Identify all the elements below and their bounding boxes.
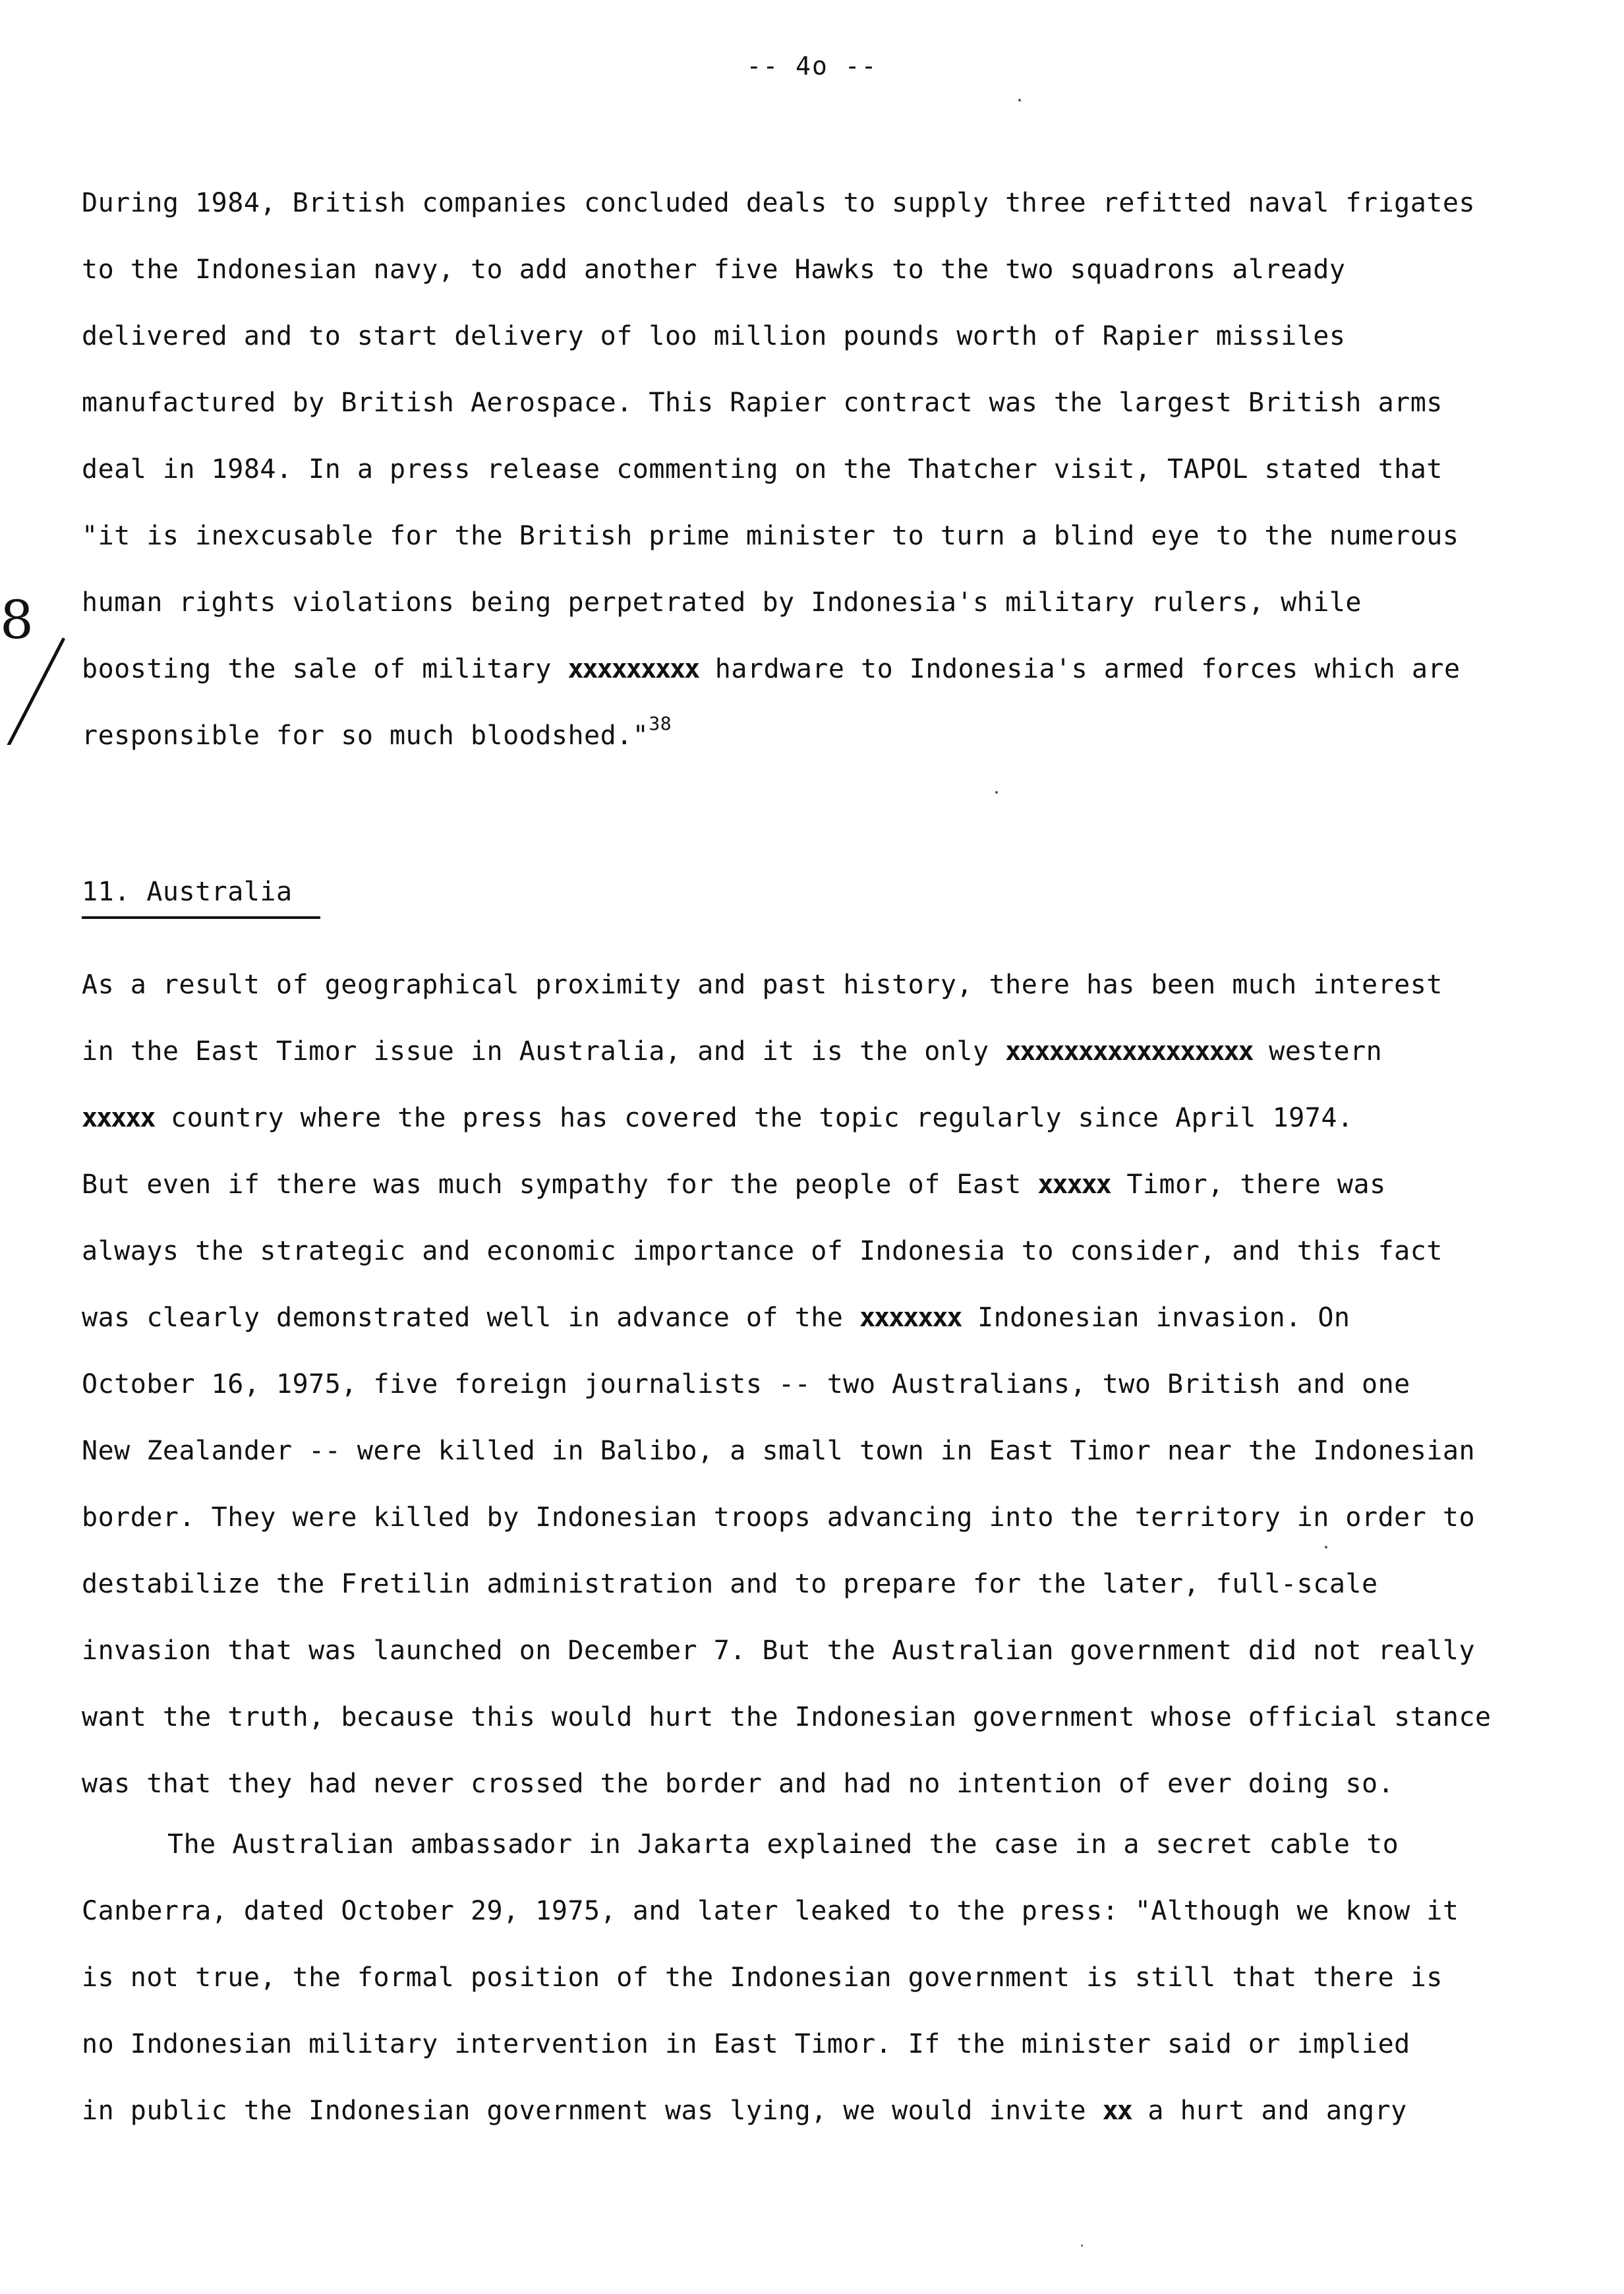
text-line [82, 1152, 1552, 1218]
scan-speck [1018, 99, 1021, 102]
text-line: During 1984, British companies concluded deals to supply three refitted naval frigates [82, 188, 1476, 218]
text-fragment: Timor, there was [1110, 1169, 1386, 1200]
text-line: October 16, 1975, five foreign journalists -- two Australians, two British and one [82, 1369, 1410, 1399]
handwritten-margin-mark [0, 587, 79, 745]
text-fragment: a hurt and angry [1131, 2096, 1407, 2126]
text-fragment: But even if there was much sympathy for the people of East [82, 1169, 1038, 1200]
struck-out-text: xxxxxxxxxxxxxxxxx [1005, 1036, 1253, 1067]
text-line [82, 636, 1552, 703]
text-line: delivered and to start delivery of loo million pounds worth of Rapier missiles [82, 321, 1346, 351]
text-fragment: Indonesian invasion. On [961, 1303, 1350, 1333]
text-fragment: in the East Timor issue in Australia, and it is the only [82, 1036, 1006, 1067]
text-line [82, 1018, 1552, 1085]
text-line: was that they had never crossed the border and had no intention of ever doing so. [82, 1769, 1395, 1799]
text-fragment: western [1252, 1036, 1383, 1067]
text-fragment: boosting the sale of military [82, 654, 568, 684]
text-line: want the truth, because this would hurt the Indonesian government whose official stance [82, 1702, 1492, 1732]
text-line [82, 1085, 1552, 1152]
text-line: New Zealander -- were killed in Balibo, a small town in East Timor near the Indonesian [82, 1436, 1476, 1466]
text-line: manufactured by British Aerospace. This Rapier contract was the largest British arms [82, 388, 1443, 418]
text-line: deal in 1984. In a press release commenting on the Thatcher visit, TAPOL stated that [82, 454, 1443, 485]
struck-out-text: xx [1102, 2096, 1132, 2126]
paragraph-arms-deals [82, 170, 1552, 769]
text-fragment: hardware to Indonesia's armed forces which are [699, 654, 1461, 684]
text-fragment: country where the press has covered the topic regularly since April 1974. [154, 1103, 1354, 1133]
paragraph-australia [82, 952, 1552, 1817]
heading-underline [82, 916, 320, 919]
text-line: "it is inexcusable for the British prime minister to turn a blind eye to the numerous [82, 521, 1459, 551]
text-line: destabilize the Fretilin administration and to prepare for the later, full-scale [82, 1569, 1378, 1599]
struck-out-text: xxxxxxx [859, 1303, 962, 1333]
struck-out-text: xxxxx [1037, 1169, 1111, 1200]
paragraph-ambassador-cable [82, 1811, 1552, 2144]
text-line: As a result of geographical proximity and past history, there has been much interest [82, 970, 1443, 1000]
text-fragment: responsible for so much bloodshed." [82, 721, 649, 751]
text-line: invasion that was launched on December 7. But the Australian government did not really [82, 1635, 1476, 1666]
text-line [82, 703, 1552, 769]
text-line: human rights violations being perpetrated by Indonesia's military rulers, while [82, 587, 1362, 618]
struck-out-text: xxxxxxxxx [567, 654, 699, 684]
page-number: -- 4o -- [746, 51, 878, 80]
text-line: is not true, the formal position of the Indonesian government is still that there is [82, 1962, 1443, 1993]
text-line: no Indonesian military intervention in East Timor. If the minister said or implied [82, 2029, 1410, 2059]
text-line: to the Indonesian navy, to add another five Hawks to the two squadrons already [82, 254, 1346, 285]
text-line: The Australian ambassador in Jakarta explained the case in a secret cable to [167, 1829, 1399, 1860]
text-fragment: was clearly demonstrated well in advance of the [82, 1303, 859, 1333]
text-line [82, 1285, 1552, 1351]
text-line: always the strategic and economic importance of Indonesia to consider, and this fact [82, 1236, 1443, 1266]
footnote-reference: 38 [649, 713, 672, 734]
text-fragment: in public the Indonesian government was lying, we would invite [82, 2096, 1103, 2126]
scan-speck [1081, 2245, 1083, 2247]
struck-out-text: xxxxx [82, 1103, 155, 1133]
text-line: Canberra, dated October 29, 1975, and later leaked to the press: "Although we know it [82, 1896, 1459, 1926]
scan-speck [995, 791, 998, 794]
text-line: border. They were killed by Indonesian troops advancing into the territory in order to [82, 1502, 1476, 1533]
margin-note-number: 8 [0, 589, 34, 651]
section-heading [82, 877, 320, 919]
section-heading-text: 11. Australia [82, 877, 293, 907]
text-line [82, 2078, 1552, 2144]
